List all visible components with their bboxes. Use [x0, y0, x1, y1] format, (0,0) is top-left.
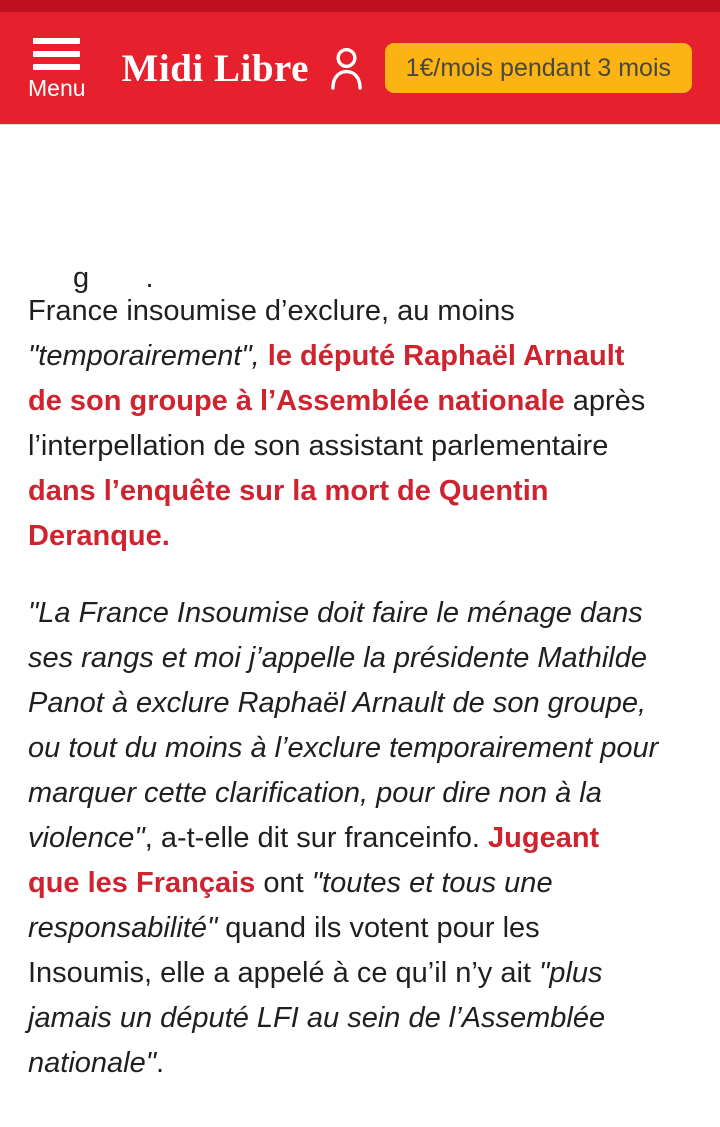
article-text: violence"	[28, 822, 145, 854]
brand-logo[interactable]: Midi Libre	[121, 46, 309, 90]
article-link[interactable]: dans l’enquête sur la mort de Quentin	[28, 475, 549, 507]
account-icon	[328, 44, 365, 92]
text-line	[28, 289, 692, 334]
text-line	[28, 906, 692, 951]
article-link[interactable]: que les Français	[28, 867, 256, 899]
article-text: nationale"	[28, 1047, 157, 1079]
article-text: responsabilité"	[28, 912, 218, 944]
hamburger-bar	[33, 51, 80, 57]
status-bar-strip	[0, 0, 720, 12]
site-header	[0, 12, 720, 125]
article-text: l’interpellation de son assistant parlementaire	[28, 430, 609, 462]
article-text: , a-t-elle dit sur franceinfo.	[144, 822, 489, 854]
article-paragraph-2	[28, 591, 692, 1086]
article-text: ses rangs et moi j’appelle la présidente Mathilde	[28, 642, 648, 674]
article-text: Insoumis, elle a appelé à ce qu’il n’y ait	[28, 957, 540, 989]
text-line	[28, 514, 692, 559]
text-line	[28, 1041, 692, 1086]
text-line	[28, 334, 692, 379]
hamburger-icon	[33, 38, 80, 70]
article-text: France insoumise d’exclure, au moins	[28, 295, 515, 327]
article-text: "plus	[539, 957, 603, 989]
text-line	[28, 816, 692, 861]
article-link[interactable]: Deranque.	[28, 520, 170, 552]
article-text: .	[156, 1047, 165, 1079]
article-text: après	[564, 385, 646, 417]
account-button[interactable]	[328, 44, 365, 92]
menu-label: Menu	[28, 75, 86, 101]
hamburger-bar	[33, 64, 80, 70]
subscribe-offer-button[interactable]: 1€/mois pendant 3 mois	[385, 43, 692, 93]
hamburger-bar	[33, 38, 80, 44]
menu-button[interactable]	[28, 38, 86, 100]
article-text: "temporairement",	[28, 340, 268, 372]
article-text: ont	[255, 867, 312, 899]
text-line	[28, 681, 692, 726]
text-line	[28, 424, 692, 469]
text-line	[28, 861, 692, 906]
article-text: quand ils votent pour les	[217, 912, 540, 944]
article-text: ou tout du moins à l’exclure temporairement pour	[28, 732, 659, 764]
text-line	[28, 591, 692, 636]
text-line	[28, 379, 692, 424]
article-link[interactable]: le député Raphaël Arnault	[267, 340, 625, 372]
text-line	[28, 469, 692, 514]
article-text: "toutes et tous une	[311, 867, 553, 899]
clipped-text-fragment: g .	[73, 262, 154, 294]
article-link[interactable]: de son groupe à l’Assemblée nationale	[28, 385, 565, 417]
article-text: jamais un député LFI au sein de l’Assemblée	[28, 1002, 606, 1034]
article-link[interactable]: Jugeant	[488, 822, 600, 854]
article-paragraph-1	[28, 289, 692, 559]
article-body	[0, 256, 720, 1086]
text-line	[28, 771, 692, 816]
text-line	[28, 996, 692, 1041]
text-line	[28, 636, 692, 681]
text-line	[28, 951, 692, 996]
article-text: "La France Insoumise doit faire le ménage dans	[28, 597, 643, 629]
article-text: Panot à exclure Raphaël Arnault de son groupe,	[28, 687, 647, 719]
text-line	[28, 726, 692, 771]
clipped-text-line	[28, 256, 692, 294]
article-text: marquer cette clarification, pour dire non à la	[28, 777, 602, 809]
